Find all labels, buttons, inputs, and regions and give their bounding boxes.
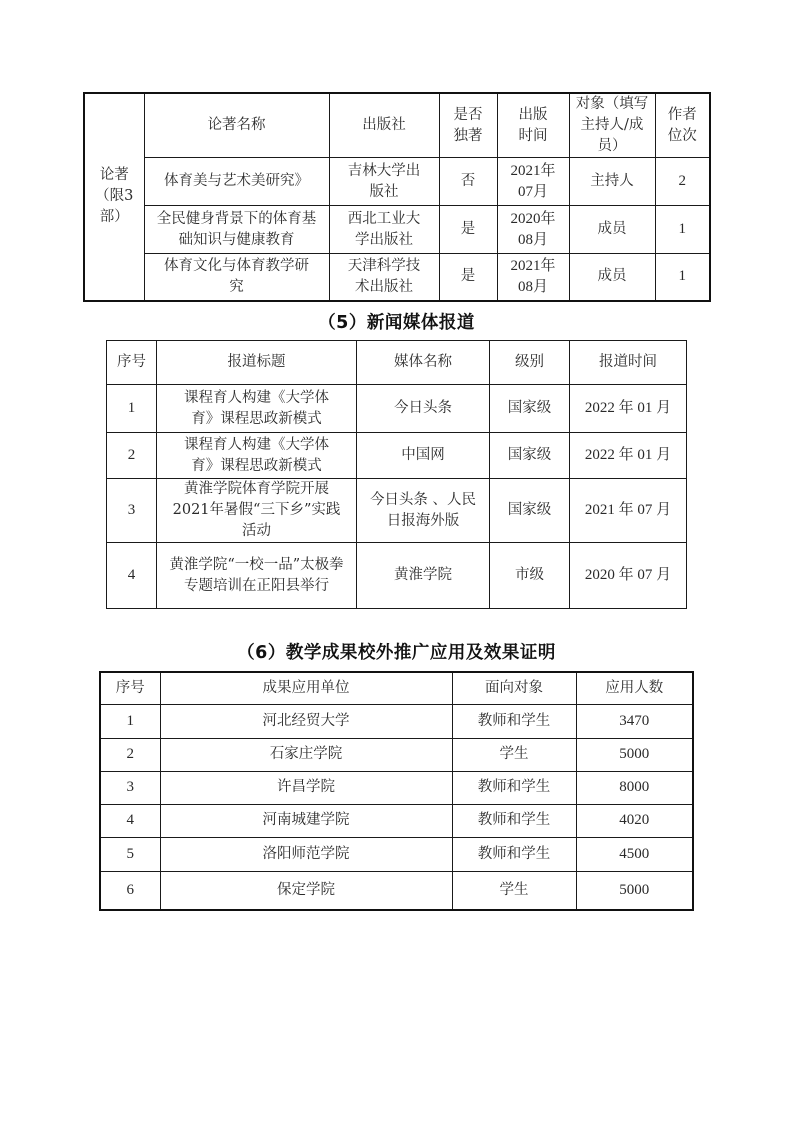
- results-count: 4020: [576, 804, 693, 837]
- table-row: [84, 158, 710, 206]
- results-count: 8000: [576, 771, 693, 804]
- book-date: 2021年07月: [497, 158, 569, 206]
- results-count: 5000: [576, 871, 693, 910]
- results-count: 3470: [576, 704, 693, 738]
- table-row: [107, 543, 687, 609]
- table-row: [107, 385, 687, 433]
- book-date: 2020年08月: [497, 206, 569, 254]
- book-rank: 1: [655, 254, 710, 301]
- media-no: 1: [107, 385, 157, 433]
- results-no: 4: [100, 804, 160, 837]
- results-unit: 洛阳师范学院: [160, 837, 452, 871]
- media-table: [106, 340, 687, 609]
- media-title: 课程育人构建《大学体育》课程思政新模式: [157, 385, 357, 433]
- media-outlet: 中国网: [357, 433, 490, 479]
- media-no: 4: [107, 543, 157, 609]
- results-header-target: 面向对象: [452, 672, 576, 704]
- table-row: [100, 738, 693, 771]
- books-header-role: 对象（填写主持人/成员）: [569, 93, 655, 158]
- book-sole: 否: [439, 158, 497, 206]
- table-row: [84, 254, 710, 301]
- results-header-no: 序号: [100, 672, 160, 704]
- books-header-name: 论著名称: [144, 93, 329, 158]
- results-unit: 保定学院: [160, 871, 452, 910]
- results-unit: 河南城建学院: [160, 804, 452, 837]
- results-target: 教师和学生: [452, 771, 576, 804]
- table-row: [100, 837, 693, 871]
- book-role: 主持人: [569, 158, 655, 206]
- results-no: 2: [100, 738, 160, 771]
- media-header-title: 报道标题: [157, 341, 357, 385]
- table-row: [100, 871, 693, 910]
- results-section-title: （6）教学成果校外推广应用及效果证明: [237, 643, 556, 663]
- results-target: 学生: [452, 871, 576, 910]
- media-outlet: 黄淮学院: [357, 543, 490, 609]
- results-table: [99, 671, 694, 911]
- books-table: [83, 92, 711, 302]
- book-publisher: 天津科学技术出版社: [329, 254, 439, 301]
- results-target: 教师和学生: [452, 704, 576, 738]
- results-no: 1: [100, 704, 160, 738]
- media-header-outlet: 媒体名称: [357, 341, 490, 385]
- table-row: [107, 479, 687, 543]
- media-section-title: （5）新闻媒体报道: [318, 313, 475, 333]
- media-date: 2020 年 07 月: [570, 543, 687, 609]
- media-date: 2022 年 01 月: [570, 385, 687, 433]
- results-header-unit: 成果应用单位: [160, 672, 452, 704]
- media-level: 国家级: [490, 385, 570, 433]
- book-role: 成员: [569, 254, 655, 301]
- media-no: 3: [107, 479, 157, 543]
- book-rank: 1: [655, 206, 710, 254]
- results-no: 5: [100, 837, 160, 871]
- books-category-label: 论著（限3部）: [84, 93, 144, 301]
- media-header-row: [107, 341, 687, 385]
- book-publisher: 吉林大学出版社: [329, 158, 439, 206]
- results-no: 3: [100, 771, 160, 804]
- results-target: 教师和学生: [452, 804, 576, 837]
- media-title: 课程育人构建《大学体育》课程思政新模式: [157, 433, 357, 479]
- media-date: 2021 年 07 月: [570, 479, 687, 543]
- media-header-no: 序号: [107, 341, 157, 385]
- table-row: [100, 704, 693, 738]
- results-count: 4500: [576, 837, 693, 871]
- results-header-row: [100, 672, 693, 704]
- results-count: 5000: [576, 738, 693, 771]
- media-title: 黄淮学院体育学院开展2021年暑假“三下乡”实践活动: [157, 479, 357, 543]
- book-sole: 是: [439, 206, 497, 254]
- book-name: 体育文化与体育教学研究: [144, 254, 329, 301]
- table-row: [100, 771, 693, 804]
- media-level: 市级: [490, 543, 570, 609]
- table-row: [100, 804, 693, 837]
- media-outlet: 今日头条 、人民日报海外版: [357, 479, 490, 543]
- media-date: 2022 年 01 月: [570, 433, 687, 479]
- media-header-level: 级别: [490, 341, 570, 385]
- results-header-count: 应用人数: [576, 672, 693, 704]
- book-rank: 2: [655, 158, 710, 206]
- results-unit: 河北经贸大学: [160, 704, 452, 738]
- media-title: 黄淮学院“一校一品”太极拳专题培训在正阳县举行: [157, 543, 357, 609]
- media-no: 2: [107, 433, 157, 479]
- results-unit: 石家庄学院: [160, 738, 452, 771]
- results-target: 教师和学生: [452, 837, 576, 871]
- books-header-row: [84, 93, 710, 158]
- results-target: 学生: [452, 738, 576, 771]
- book-date: 2021年08月: [497, 254, 569, 301]
- results-no: 6: [100, 871, 160, 910]
- book-sole: 是: [439, 254, 497, 301]
- media-level: 国家级: [490, 433, 570, 479]
- books-header-publisher: 出版社: [329, 93, 439, 158]
- books-header-date: 出版时间: [497, 93, 569, 158]
- table-row: [84, 206, 710, 254]
- book-role: 成员: [569, 206, 655, 254]
- book-name: 全民健身背景下的体育基础知识与健康教育: [144, 206, 329, 254]
- media-level: 国家级: [490, 479, 570, 543]
- results-unit: 许昌学院: [160, 771, 452, 804]
- media-header-date: 报道时间: [570, 341, 687, 385]
- book-publisher: 西北工业大学出版社: [329, 206, 439, 254]
- books-header-sole: 是否独著: [439, 93, 497, 158]
- books-header-rank: 作者位次: [655, 93, 710, 158]
- book-name: 体育美与艺术美研究》: [144, 158, 329, 206]
- media-outlet: 今日头条: [357, 385, 490, 433]
- table-row: [107, 433, 687, 479]
